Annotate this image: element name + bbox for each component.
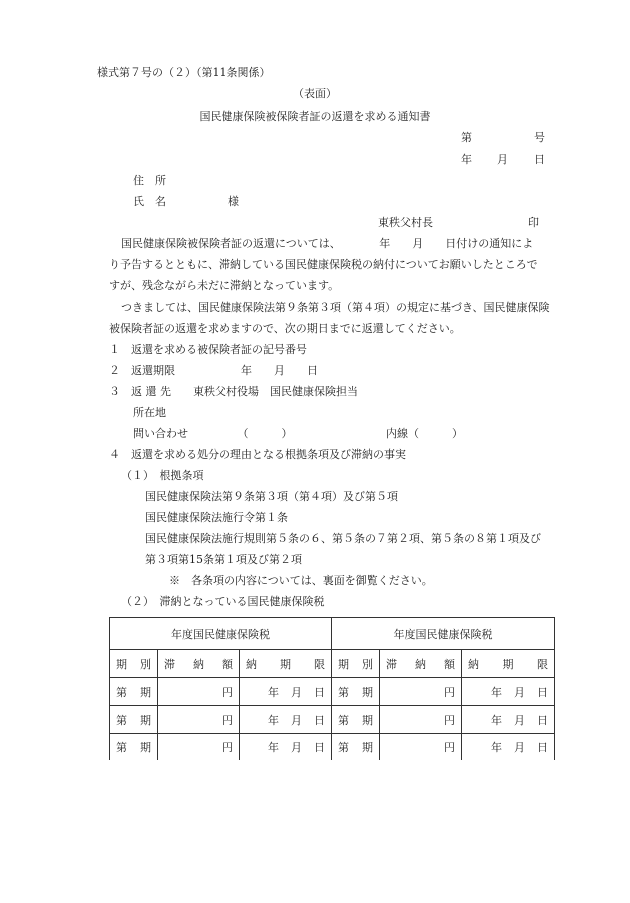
- deadline-cell: 年 月 日: [268, 685, 326, 699]
- delinquent-tax-table: [109, 617, 555, 760]
- sender-name: 東秩父村長: [378, 216, 433, 229]
- amount-cell: 円: [444, 713, 456, 727]
- body-p1-line1: 国民健康保険被保険者証の返還については、 年 月 日付けの通知によ: [121, 237, 534, 250]
- item-3-contact: 問い合わせ （ ） 内線（ ）: [133, 427, 463, 440]
- body-p2-line2: 被保険者証の返還を求めますので、次の期日までに返還してください。: [109, 322, 461, 335]
- period-cell: 第 期: [116, 685, 151, 699]
- col-deadline-header: 納 期 限: [468, 657, 549, 671]
- period-cell: 第 期: [338, 713, 374, 727]
- item-4-2: （２） 滞納となっている国民健康保険税: [121, 595, 325, 608]
- period-cell: 第 期: [116, 741, 151, 754]
- table-column-header-row: [110, 650, 555, 678]
- col-deadline-header: 納 期 限: [246, 657, 325, 671]
- seal-mark: 印: [528, 216, 539, 229]
- deadline-cell: 年 月 日: [268, 741, 326, 754]
- law-3-line1: 国民健康保険法施行規則第５条の６、第５条の７第２項、第５条の８第１項及び: [145, 532, 541, 545]
- table-row: [110, 734, 555, 761]
- amount-cell: 円: [222, 741, 233, 754]
- group-header-left: 年度国民健康保険税: [110, 618, 332, 650]
- item-4-1: （１） 根拠条項: [121, 469, 204, 482]
- page-title: 国民健康保険被保険者証の返還を求める通知書: [199, 110, 431, 123]
- amount-cell: 円: [222, 713, 233, 727]
- deadline-cell: 年 月 日: [268, 713, 326, 727]
- amount-cell: 円: [222, 685, 233, 699]
- period-cell: 第 期: [338, 741, 374, 754]
- law-3-line2: 第３項第15条第１項及び第２項: [145, 553, 302, 566]
- item-3-address: 所在地: [133, 406, 166, 419]
- body-p1-line3: すが、残念ながら未だに滞納となっています。: [109, 279, 340, 292]
- col-period-header: 期 別: [116, 657, 151, 671]
- number-go: 号: [534, 131, 545, 144]
- note: ※ 各条項の内容については、裏面を御覧ください。: [169, 574, 433, 587]
- amount-cell: 円: [444, 685, 456, 699]
- item-1: １ 返還を求める被保険者証の記号番号: [109, 343, 307, 356]
- date-year: 年: [461, 153, 472, 166]
- address-label: 住 所: [133, 174, 166, 187]
- body-p1-line2: り予告するとともに、滞納している国民健康保険税の納付についてお願いしたところで: [109, 258, 538, 271]
- side-label: （表面）: [293, 87, 337, 100]
- table-group-header-row: [110, 618, 555, 650]
- col-period-header: 期 別: [338, 657, 374, 671]
- deadline-cell: 年 月 日: [491, 713, 549, 727]
- table-row: [110, 678, 555, 706]
- deadline-cell: 年 月 日: [491, 685, 549, 699]
- table-row: [110, 706, 555, 734]
- col-amount-header: 滞 納 額: [386, 657, 456, 671]
- col-amount-header: 滞 納 額: [164, 657, 233, 671]
- date-day: 日: [534, 153, 545, 166]
- law-1: 国民健康保険法第９条第３項（第４項）及び第５項: [145, 490, 398, 503]
- name-label: 氏 名: [133, 195, 166, 208]
- sama-label: 様: [228, 195, 239, 208]
- date-month: 月: [497, 153, 508, 166]
- group-header-right: 年度国民健康保険税: [332, 618, 555, 650]
- amount-cell: 円: [444, 741, 456, 754]
- item-4: ４ 返還を求める処分の理由となる根拠条項及び滞納の事実: [109, 448, 406, 461]
- number-dai: 第: [461, 131, 472, 144]
- law-2: 国民健康保険法施行令第１条: [145, 511, 288, 524]
- period-cell: 第 期: [116, 713, 151, 727]
- item-2: ２ 返還期限 年 月 日: [109, 364, 318, 377]
- body-p2-line1: つきましては、国民健康保険法第９条第３項（第４項）の規定に基づき、国民健康保険: [121, 301, 550, 314]
- form-number: 様式第７号の（２）（第11条関係）: [97, 66, 271, 79]
- deadline-cell: 年 月 日: [491, 741, 549, 754]
- period-cell: 第 期: [338, 685, 374, 699]
- item-3: ３ 返 還 先 東秩父村役場 国民健康保険担当: [109, 385, 358, 398]
